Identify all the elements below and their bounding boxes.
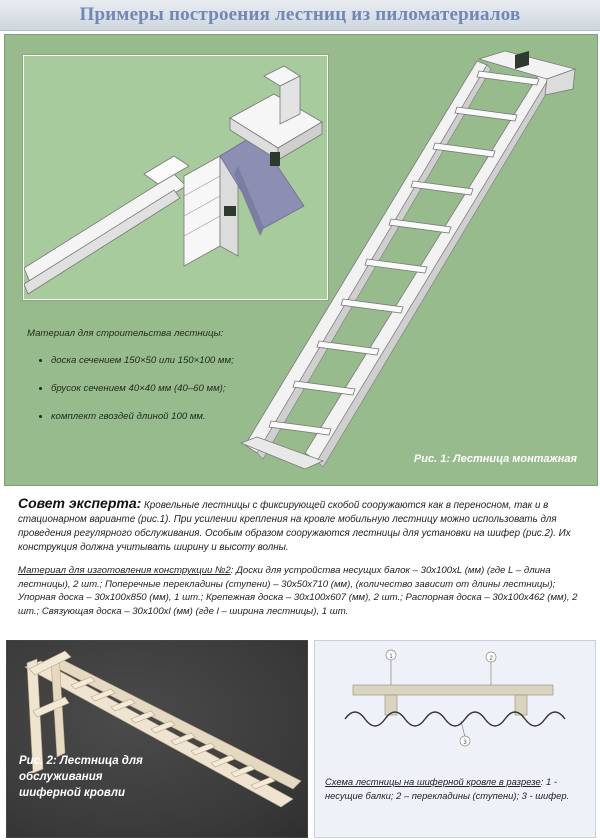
material-item: • доска сечением 150×50 или 150×100 мм;: [51, 354, 237, 367]
schema-title: Схема лестницы на шиферной кровле в разрезе: [325, 776, 541, 787]
schema-label-3: 3: [463, 740, 467, 746]
schema-label-1: 1: [389, 654, 393, 660]
figure-2-photo: [6, 640, 308, 838]
figure-2-caption-line: шиферной кровли: [19, 787, 126, 799]
materials-list: [27, 327, 237, 438]
expert-advice: [18, 496, 584, 555]
page-title: Примеры построения лестниц из пиломатериалов: [0, 0, 600, 31]
advice-text: Кровельные лестницы с фиксирующей скобой сооружаются как в переносном, так и в стационарном варианте (рис.1). При усилении крепления на кровле мобильную лестницу можно использовать для проведения регулярного обслуживания. Особым образом сооружаются лестницы для установки на шифер (рис.2). Их конструкция должна учитывать ширину и высоту волны.: [18, 500, 571, 553]
schema-diagram: [315, 641, 595, 771]
materials-items: [27, 354, 237, 423]
figure-1-panel: [4, 34, 598, 486]
schema-slate-wave: [345, 712, 565, 726]
slate-ladder-model: [7, 641, 307, 837]
figure-2-caption-line: Рис. 2: Лестница для: [19, 755, 143, 767]
schema-legend: 1 - несущие балки; 2 – перекладины (ступени); 3 - шифер.: [325, 776, 570, 801]
figure-2-caption: [19, 753, 143, 801]
spec-text: : Доски для устройства несущих балок – 30х100хL (мм) (где L – длина лестницы), 2 шт.; Поперечные перекладины (ступени) – 30х50х710 (мм), (количество зависит от длины лестницы); Упорная доска – 30х100х850 (мм), 1 шт.; Крепежная доска – 30х100х607 (мм), 2 шт.; Распорная доска – 30х100х462 (мм), 2 шт.; Связующая доска – 30х100хl (мм) (где l – ширина лестницы), 1 шт.: [18, 565, 578, 617]
figure-2-caption-line: обслуживания: [19, 771, 103, 783]
schema-rung: [353, 685, 553, 695]
figure-1-caption: Рис. 1: Лестница монтажная: [413, 453, 577, 465]
material-item: • брусок сечением 40×40 мм (40–60 мм);: [51, 382, 237, 395]
material-item: • комплект гвоздей длиной 100 мм.: [51, 410, 237, 423]
materials-heading: Материал для строительства лестницы:: [27, 328, 224, 339]
schema-colon: :: [540, 776, 544, 787]
schema-label-2: 2: [489, 656, 493, 662]
schema-caption: [325, 775, 587, 803]
construction-spec: [18, 564, 584, 618]
slate-roof-schema: [314, 640, 596, 838]
spec-heading: Материал для изготовления конструкции №2: [18, 565, 231, 576]
advice-heading: Совет эксперта:: [18, 495, 142, 511]
